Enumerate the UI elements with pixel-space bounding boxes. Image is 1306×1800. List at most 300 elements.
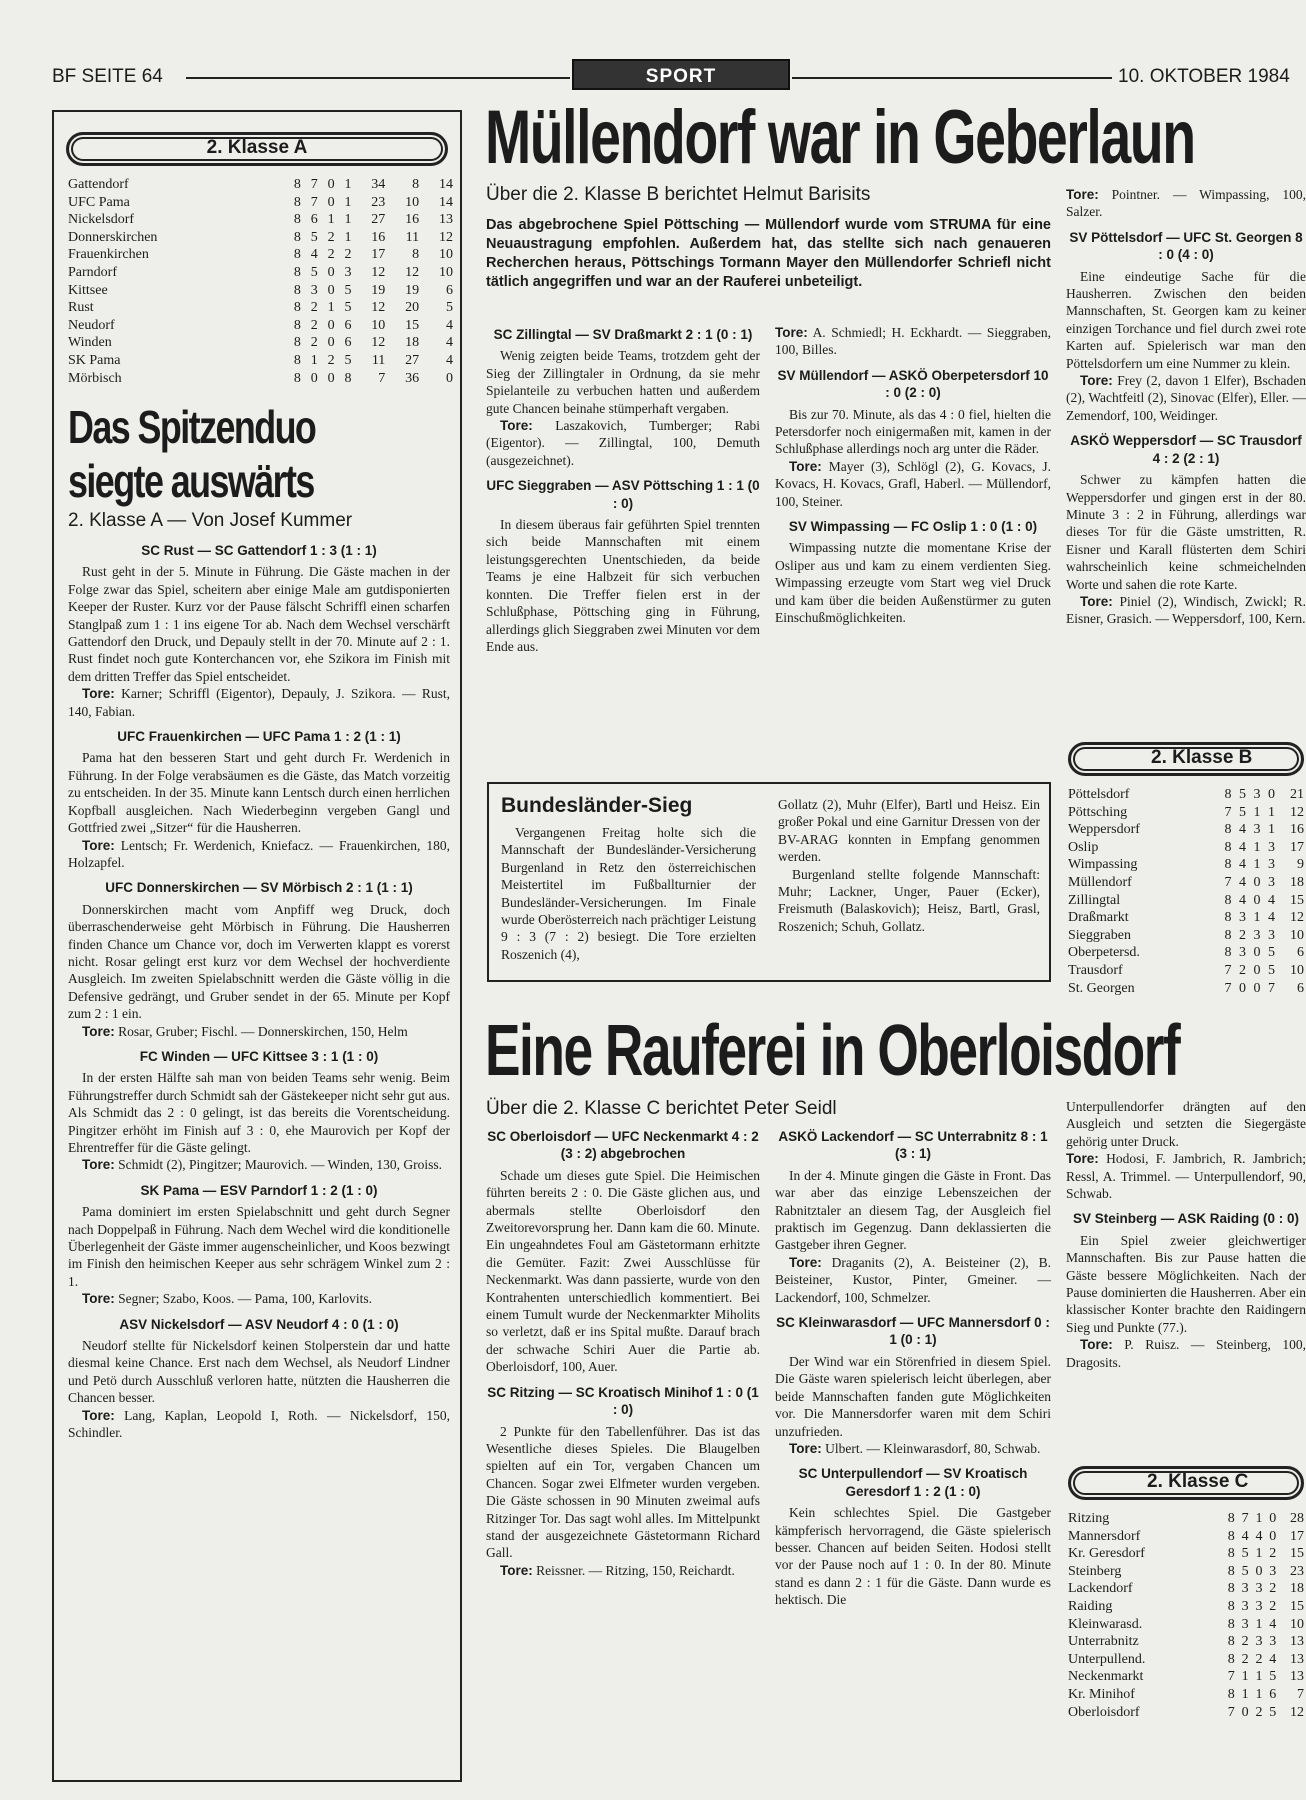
game-title: SC Oberloisdorf — UFC Neckenmarkt 4 : 2 (3 : 2) abgebrochen [487,1129,759,1162]
stat-cell: 0 [327,370,335,386]
game-report: In der ersten Hälfte sah man von beiden Teams sehr wenig. Beim Führungstreffer durch Schmidt sah der Gästekeeper nicht sehr gut aus. Als Schmidt das 2 : 0 gelingt, ist das bereits die Vorentscheidung. Pingitzer erhöht im Finish auf 3 : 0, ehe Maurovich per Kopf der Ehrentreffer für die Gäste gelingt. [68,1070,450,1155]
team-name: Neckenmarkt [1068,1669,1144,1685]
stat-cell: 1 [327,300,335,316]
stat-cell: 4 [310,247,318,263]
scorers-label: Tore: [82,1407,115,1423]
game-title: SC Rust — SC Gattendorf 1 : 3 (1 : 1) [141,543,377,558]
scorers-label: Tore: [500,418,533,434]
klasse-b-column-3 [1066,186,1306,726]
team-name: Nickelsdorf [68,212,135,228]
stat-cell: 8 [293,370,301,386]
game-title: SV Wimpassing — FC Oslip 1 : 0 (1 : 0) [788,519,1038,535]
stat-cell: 5 [1267,962,1275,978]
stat-cell: 1 [1255,1616,1263,1632]
game-report: In der 4. Minute gingen die Gäste in Front. Das war aber das einzige Lebenszeichen der Rabnitztaler an diesem Tag, der Ausgleich fiel praktisch im Gegenzug. Dann deklassierten die Gastgeber ihren Gegner. [775,1167,1051,1253]
scorers-text: Piniel (2), Windisch, Zwickl; R. Eisner, Grasich. — Weppersdorf, 100, Kern. [1066,593,1306,627]
stat-cell: 16 [371,229,386,245]
bundeslaender-para-3: Burgenland stellte folgende Mannschaft: Muhr; Lackner, Unger, Pauer (Ecker), Freismuth (Balaskovich); Heisz, Bartl, Grasl, Roszenich; Schuh, Gollatz. [778,866,1040,934]
game-report: Unterpullendorfer drängten auf den Ausgleich und setzten die Siegergäste gehörig unter Druck. [1066,1099,1306,1149]
stat-cell: 10 [371,317,386,333]
klasse-c-byline: Über die 2. Klasse C berichtet Peter Seidl [486,1098,837,1119]
game-title: ASKÖ Lackendorf — SC Unterrabnitz 8 : 1 (3 : 1) [778,1129,1048,1162]
stat-cell: 8 [1227,1686,1235,1702]
team-name: Pöttsching [1068,804,1128,820]
scorers-label: Tore: [1066,1151,1099,1167]
team-name: Kr. Minihof [1068,1686,1135,1702]
stat-cell: 8 [344,370,352,386]
standings-row [68,229,453,247]
stat-cell: 15 [1290,1598,1304,1614]
game-title: ASV Nickelsdorf — ASV Neudorf 4 : 0 (1 : 0) [119,1316,399,1332]
stat-cell: 17 [371,247,386,263]
stat-cell: 10 [405,194,420,210]
game-report: Donnerskirchen macht vom Anpfiff weg Druck, doch überraschenderweise geht Mörbisch in Führung. Die Hausherren finden Chance um Chance vor, doch im Verwerten klappt es vorerst nicht. Rosar gelingt erst kurz vor dem Wechsel der hochverdiente Ausgleich. Im zweiten Spielabschnitt werden die Gäste völlig in die Defensive gedrängt, und Gruber sendet in der 65. Minute per Kopf zum 2 : 1 ein. [68,901,450,1022]
stat-cell: 3 [1269,1563,1277,1579]
game-title: FC Winden — UFC Kittsee 3 : 1 (1 : 0) [139,1048,379,1064]
stat-cell: 2 [327,247,335,263]
klasse-c-column-3 [1066,1098,1306,1448]
stat-cell: 2 [1238,962,1246,978]
stat-cell: 8 [293,212,301,228]
stat-cell: 3 [1267,857,1275,873]
stat-cell: 27 [405,352,420,368]
team-name: Neudorf [68,317,115,333]
standings-row [68,194,453,212]
stat-cell: 7 [1224,874,1232,890]
stat-cell: 8 [1224,945,1232,961]
klasse-a-standings [68,176,453,387]
stat-cell: 8 [1227,1546,1235,1562]
stat-cell: 3 [1255,1581,1263,1597]
stat-cell: 0 [310,370,318,386]
stat-cell: 3 [344,264,352,280]
stat-cell: 6 [446,282,453,298]
standings-row [1068,1616,1304,1634]
stat-cell: 1 [1241,1686,1249,1702]
stat-cell: 14 [439,194,453,210]
game-scorers [68,837,450,872]
stat-cell: 0 [1269,1511,1277,1526]
team-name: Weppersdorf [1068,822,1140,838]
game-scorers [775,458,1051,510]
standings-row [1068,1668,1304,1686]
stat-cell: 8 [1224,892,1232,908]
stat-cell: 5 [1269,1669,1277,1685]
stat-cell: 5 [344,300,352,316]
standings-row [68,317,453,335]
stat-cell: 12 [371,264,386,280]
stat-cell: 3 [1267,839,1275,855]
stat-cell: 0 [1253,980,1261,996]
stat-cell: 1 [1253,857,1261,873]
game-report: Eine eindeutige Sache für die Hausherren. Zwischen den beiden Mannschaften, St. Georgen kam zu keiner einzigen Torchance und fiel durch zwei rote Karten auf. Spielerisch war man den Pöttelsdorfern um eine Nummer zu klein. [1066,268,1306,371]
scorers-text: Lentsch; Fr. Werdenich, Kniefacz. — Frauenkirchen, 180, Holzapfel. [68,837,450,870]
stat-cell: 3 [1238,945,1246,961]
standings-row [1068,1545,1304,1563]
stat-cell: 5 [1238,787,1246,802]
stat-cell: 3 [1241,1616,1249,1632]
stat-cell: 7 [1224,962,1232,978]
stat-cell: 10 [1290,962,1304,978]
stat-cell: 1 [344,229,352,245]
stat-cell: 1 [310,352,318,368]
standings-row [1068,1633,1304,1651]
stat-cell: 4 [1269,1651,1277,1667]
scorers-label: Tore: [789,1440,822,1456]
klasse-c-table-title: 2. Klasse C [1068,1466,1304,1500]
stat-cell: 7 [1227,1704,1235,1720]
stat-cell: 13 [1290,1651,1304,1667]
team-name: Müllendorf [1068,874,1132,890]
team-name: Gattendorf [68,177,129,192]
team-name: Kleinwarasd. [1068,1616,1143,1632]
stat-cell: 3 [1253,822,1261,838]
stat-cell: 5 [344,282,352,298]
standings-row [1068,856,1304,874]
stat-cell: 8 [1227,1616,1235,1632]
standings-row [1068,804,1304,822]
stat-cell: 2 [344,247,352,263]
klasse-b-column-1 [486,318,760,655]
stat-cell: 16 [1290,822,1304,838]
klasse-a-headline-1: Das Spitzenduo [68,401,316,453]
klasse-c-standings [1068,1510,1304,1721]
standings-row [68,211,453,229]
stat-cell: 0 [327,264,335,280]
stat-cell: 11 [371,352,386,368]
team-name: St. Georgen [1068,980,1135,996]
stat-cell: 8 [293,282,301,298]
standings-row [68,299,453,317]
klasse-b-headline: Müllendorf war in Geberlaun [485,95,1195,180]
stat-cell: 1 [327,212,335,228]
stat-cell: 8 [293,335,301,351]
game-scorers [775,1254,1051,1306]
stat-cell: 1 [1241,1669,1249,1685]
scorers-text: Rosar, Gruber; Fischl. — Donnerskirchen, 150, Helm [118,1023,408,1039]
stat-cell: 8 [1227,1651,1235,1667]
scorers-label: Tore: [789,1254,822,1270]
stat-cell: 3 [1255,1634,1263,1650]
stat-cell: 3 [1253,787,1261,802]
standings-row [68,282,453,300]
standings-row [68,334,453,352]
scorers-text: P. Ruisz. — Steinberg, 100, Dragosits. [1066,1337,1306,1370]
stat-cell: 4 [1238,839,1246,855]
stat-cell: 10 [439,264,453,280]
stat-cell: 0 [327,194,335,210]
game-scorers [775,324,1051,359]
stat-cell: 8 [293,229,301,245]
game-title: SC Kleinwarasdorf — UFC Mannersdorf 0 : 1 (0 : 1) [776,1315,1050,1348]
klasse-c-column-2 [775,1120,1051,1609]
stat-cell: 23 [1290,1563,1304,1579]
stat-cell: 4 [1238,874,1246,890]
game-title: ASKÖ Weppersdorf — SC Trausdorf 4 : 2 (2 : 1) [1070,433,1302,466]
stat-cell: 3 [1238,910,1246,926]
game-report: 2 Punkte für den Tabellenführer. Das ist das Wesentliche dieses Spieles. Die Blaugelben spielten auf ein Tor, vergaben Chancen um Chancen. Sogar zwei Elfmeter wurden vergeben. Die Gäste schossen in 90 Minuten zweimal aufs Ritzinger Tor. Das sagt wohl alles. Im Mittelpunkt stand der ausgezeichnete Gästetormann Richard Gall. [486,1423,760,1561]
stat-cell: 5 [1241,1563,1249,1579]
stat-cell: 0 [327,282,335,298]
standings-row [68,176,453,194]
stat-cell: 4 [446,317,453,333]
stat-cell: 27 [371,212,386,228]
scorers-text: Segner; Szabo, Koos. — Pama, 100, Karlovits. [118,1291,372,1307]
stat-cell: 5 [1269,1704,1277,1720]
stat-cell: 8 [293,247,301,263]
scorers-text: Karner; Schriffl (Eigentor), Depauly, J. Szikora. — Rust, 140, Fabian. [68,686,450,719]
stat-cell: 0 [446,370,453,386]
game-report: Pama dominiert im ersten Spielabschnitt und geht durch Segner nach Doppelpaß in Führung. Nach dem Wechel wird die konditionelle Überlegenheit der Gäste immer augenscheinlicher, und Koos bezwingt im Finish den heimischen Keeper aus sehr schrägem Winkel zum 2 : 1. [68,1204,450,1289]
stat-cell: 28 [1290,1511,1304,1526]
standings-row [1068,944,1304,962]
stat-cell: 3 [1267,874,1275,890]
klasse-a-box [52,110,462,1782]
scorers-label: Tore: [82,1291,115,1307]
stat-cell: 1 [344,194,352,210]
stat-cell: 2 [1255,1651,1263,1667]
stat-cell: 18 [1290,874,1304,890]
scorers-label: Tore: [1066,187,1099,202]
stat-cell: 6 [1297,945,1304,961]
team-name: UFC Pama [68,194,130,210]
stat-cell: 7 [1224,980,1232,996]
stat-cell: 5 [1238,804,1246,820]
stat-cell: 5 [446,300,453,316]
standings-row [1068,786,1304,804]
stat-cell: 15 [405,317,420,333]
stat-cell: 0 [1238,980,1246,996]
klasse-c-column-1 [486,1120,760,1579]
stat-cell: 10 [1290,927,1304,943]
stat-cell: 1 [1267,804,1275,820]
stat-cell: 5 [310,229,318,245]
scorers-text: Draganits (2), A. Beisteiner (2), B. Beisteiner, Kustor, Pinter, Gmeiner. — Lackendorf, 100, Schmelzer. [775,1254,1051,1305]
stat-cell: 0 [1269,1528,1277,1544]
standings-row [1068,1510,1304,1528]
scorers-label: Tore: [82,1023,115,1039]
stat-cell: 7 [1241,1511,1249,1526]
stat-cell: 15 [1290,892,1304,908]
stat-cell: 8 [1227,1528,1235,1544]
stat-cell: 8 [1227,1581,1235,1597]
stat-cell: 17 [1290,839,1304,855]
team-name: Oslip [1068,839,1099,855]
stat-cell: 0 [1253,892,1261,908]
game-report: Kein schlechtes Spiel. Die Gastgeber kämpferisch hervorragend, die Gäste spielerisch besser. Chancen auf beiden Seiten. Hodosi stellt vor der Pause noch auf 1 : 0. In der 80. Minute stand es dann 2 : 1 für die Gäste. Dann wurde es hektisch. Die [775,1505,1051,1608]
game-report: Der Wind war ein Störenfried in diesem Spiel. Die Gäste waren spielerisch leicht überlegen, aber beide Mannschaften fanden gute Möglichkeiten vor. Die Mannersdorfer waren mit dem Schiri unzufrieden. [775,1353,1051,1439]
klasse-c-headline: Eine Rauferei in Oberloisdorf [485,1011,1180,1091]
game-scorers [1066,372,1306,424]
klasse-b-column-2 [775,324,1051,627]
stat-cell: 5 [1267,945,1275,961]
team-name: Mörbisch [68,370,122,386]
stat-cell: 7 [1297,1686,1304,1702]
stat-cell: 7 [1267,980,1275,996]
game-report: Pama hat den besseren Start und geht durch Fr. Werdenich in Führung. In der Folge verabsäumen es die Gäste, das Match vorzeitig zu entscheiden. In der 35. Minute kann Lentsch durch einen herrlichen Kopfball ausgleichen. Nach Wiederbeginn vergeben Gangl und Gottfried zwei „Sitzer“ für die Hausherren. [68,750,450,836]
stat-cell: 8 [1227,1634,1235,1650]
page-number: BF SEITE 64 [52,66,163,87]
game-report: Wimpassing nutzte die momentane Krise der Osliper aus und kam zu einem verdienten Sieg. Wimpassing erzeugte vom Start weg viel Druck und kam über die beiden Außenstürmer zu guten Einschußmöglichkeiten. [775,540,1051,626]
scorers-text: Frey (2, davon 1 Elfer), Bschaden (2), Wachtfeitl (2), Sinovac (Elfer), Eller. — Zemendorf, 100, Weidinger. [1066,373,1306,423]
stat-cell: 5 [1241,1546,1249,1562]
scorers-label: Tore: [1080,373,1113,389]
stat-cell: 8 [412,247,420,263]
stat-cell: 2 [1241,1651,1249,1667]
stat-cell: 4 [446,352,453,368]
stat-cell: 8 [412,177,420,192]
stat-cell: 1 [1253,839,1261,855]
standings-row [68,246,453,264]
stat-cell: 2 [310,335,318,351]
stat-cell: 3 [1241,1598,1249,1614]
game-scorers [68,1407,450,1442]
game-title: SC Ritzing — SC Kroatisch Minihof 1 : 0 (1 : 0) [487,1384,759,1418]
team-name: Kittsee [68,282,108,298]
stat-cell: 18 [405,335,420,351]
stat-cell: 12 [1290,910,1304,926]
game-title: SV Pöttelsdorf — UFC St. Georgen 8 : 0 (4 : 0) [1069,229,1303,263]
stat-cell: 8 [1224,927,1232,943]
stat-cell: 8 [1227,1511,1235,1526]
stat-cell: 15 [1290,1546,1304,1562]
klasse-a-title: 2. Klasse A [66,132,448,166]
scorers-text: Reissner. — Ritzing, 150, Reichardt. [536,1562,735,1578]
stat-cell: 0 [1253,962,1261,978]
stat-cell: 12 [371,335,386,351]
klasse-a-byline: 2. Klasse A — Von Josef Kummer [68,510,353,531]
stat-cell: 16 [405,212,420,228]
stat-cell: 21 [1290,787,1304,802]
stat-cell: 1 [1267,822,1275,838]
stat-cell: 8 [1227,1598,1235,1614]
stat-cell: 3 [1255,1598,1263,1614]
game-title: SC Zillingtal — SV Draßmarkt 2 : 1 (0 : 1) [493,327,753,342]
stat-cell: 3 [310,282,318,298]
game-report: Bis zur 70. Minute, als das 4 : 0 fiel, hielten die Petersdorfer noch einigermaßen mit, kamen in der Schlußphase allerdings noch arg unter die Räder. [775,406,1051,457]
stat-cell: 0 [327,335,335,351]
stat-cell: 2 [1241,1634,1249,1650]
stat-cell: 9 [1297,857,1304,873]
stat-cell: 0 [1267,787,1275,802]
bundeslaender-text-2 [778,796,1040,935]
game-scorers [775,1440,1051,1457]
stat-cell: 2 [310,300,318,316]
stat-cell: 5 [310,264,318,280]
stat-cell: 10 [439,247,453,263]
stat-cell: 12 [1290,804,1304,820]
section-label: SPORT [572,59,790,90]
stat-cell: 8 [1224,857,1232,873]
team-name: Wimpassing [1068,857,1138,873]
stat-cell: 12 [405,264,420,280]
stat-cell: 7 [310,194,318,210]
stat-cell: 8 [1224,910,1232,926]
stat-cell: 4 [1267,892,1275,908]
stat-cell: 7 [1224,804,1232,820]
scorers-label: Tore: [1080,1337,1113,1353]
stat-cell: 6 [344,335,352,351]
standings-row [1068,839,1304,857]
scorers-label: Tore: [82,1157,115,1173]
team-name: Pöttelsdorf [1068,787,1130,802]
bundeslaender-box [487,782,1051,982]
team-name: Draßmarkt [1068,910,1129,926]
stat-cell: 23 [371,194,386,210]
header-rule-right [792,77,1112,79]
scorers-text: Laszakovich, Tumberger; Rabi (Eigentor). — Zillingtal, 100, Demuth (ausgezeichnet). [486,418,760,468]
stat-cell: 8 [293,194,301,210]
stat-cell: 8 [293,352,301,368]
stat-cell: 4 [1238,822,1246,838]
stat-cell: 13 [439,212,453,228]
scorers-text: Lang, Kaplan, Leopold I, Roth. — Nickelsdorf, 150, Schindler. [68,1407,450,1441]
stat-cell: 8 [1224,839,1232,855]
team-name: Kr. Geresdorf [1068,1546,1145,1562]
stat-cell: 1 [1255,1669,1263,1685]
standings-row [1068,821,1304,839]
standings-row [1068,927,1304,945]
scorers-label: Tore: [500,1562,533,1578]
game-scorers [1066,1336,1306,1371]
stat-cell: 36 [405,370,420,386]
standings-row [68,352,453,370]
stat-cell: 20 [405,300,420,316]
header-rule-left [186,77,570,79]
game-scorers [68,1290,450,1307]
stat-cell: 7 [378,370,386,386]
stat-cell: 8 [293,177,301,192]
standings-row [1068,874,1304,892]
stat-cell: 2 [1238,927,1246,943]
team-name: Raiding [1068,1598,1113,1614]
game-scorers [68,1023,450,1040]
stat-cell: 4 [1267,910,1275,926]
team-name: Lackendorf [1068,1581,1133,1597]
game-scorers [486,1562,760,1579]
standings-row [1068,892,1304,910]
stat-cell: 1 [344,177,352,192]
stat-cell: 0 [327,317,335,333]
standings-row [1068,1528,1304,1546]
stat-cell: 6 [310,212,318,228]
stat-cell: 8 [293,317,301,333]
game-report: Wenig zeigten beide Teams, trotzdem geht der Sieg der Zillingtaler in Ordnung, da sie mehr Spielanteile zu verbuchen hatten und außerdem gute Chancen beinahe stümperhaft vergaben. [486,348,760,416]
team-name: SK Pama [68,352,121,368]
stat-cell: 1 [1255,1511,1263,1526]
stat-cell: 34 [371,177,386,192]
bundeslaender-title: Bundesländer-Sieg [501,794,693,817]
stat-cell: 2 [310,317,318,333]
stat-cell: 4 [446,335,453,351]
scorers-text: Pointner. — Wimpassing, 100, Salzer. [1066,187,1306,220]
stat-cell: 1 [1255,1686,1263,1702]
stat-cell: 1 [1253,910,1261,926]
game-report: Neudorf stellte für Nickelsdorf keinen Stolperstein dar und hatte diesmal keine Chance. Erst nach dem Wechsel, als Neudorf Lindner und Petö durch Ausschluß verloren hatte, nützten die Hausherren die Chancen besser. [68,1338,450,1406]
scorers-text: Schmidt (2), Pingitzer; Maurovich. — Winden, 130, Groiss. [118,1157,443,1173]
game-report: In diesem überaus fair geführten Spiel trennten sich beide Mannschaften mit einem leistungsgerechten Unentschieden, da beide Teams je eine Halbzeit für sich verbuchen konnten. Die Treffer fielen erst in der Schlußphase, Pöttsching ging in Führung, allerdings glich Sieggraben zwei Minuten vor dem Ende aus. [486,517,760,654]
klasse-b-standings [1068,786,1304,997]
game-report: Rust geht in der 5. Minute in Führung. Die Gäste machen in der Folge zwar das Spiel, scheitern aber einige Male am gutdisponierten Keeper der Ruster. Kurz vor der Pause fälscht Schriffl einen scharfen Stanglpaß zum 1 : 1 ins eigene Tor ab. Nach dem Wechsel verschärft Gattendorf den Druck, und Depauly stellt in der 70. Minute auf 2 : 1. Rust findet noch gute Konterchancen vor, ehe Szikora im Finish mit dem dritten Treffer das Spiel entscheidet. [68,564,450,684]
standings-row [1068,980,1304,998]
standings-row [1068,1563,1304,1581]
game-scorers [486,417,760,469]
stat-cell: 2 [327,229,335,245]
bundeslaender-para-1: Vergangenen Freitag holte sich die Mannschaft der Bundesländer-Versicherung Burgenland in Retz den österreichischen Meistertitel im Fußballturnier der Bundesländer-Versicherungen. Im Finale wurde Oberösterreich nach prächtiger Leistung 9 : 3 (7 : 2) besiegt. Die Tore erzielten Roszenich (4), [501,825,756,962]
team-name: Steinberg [1068,1563,1122,1579]
stat-cell: 8 [293,264,301,280]
stat-cell: 3 [1269,1634,1277,1650]
